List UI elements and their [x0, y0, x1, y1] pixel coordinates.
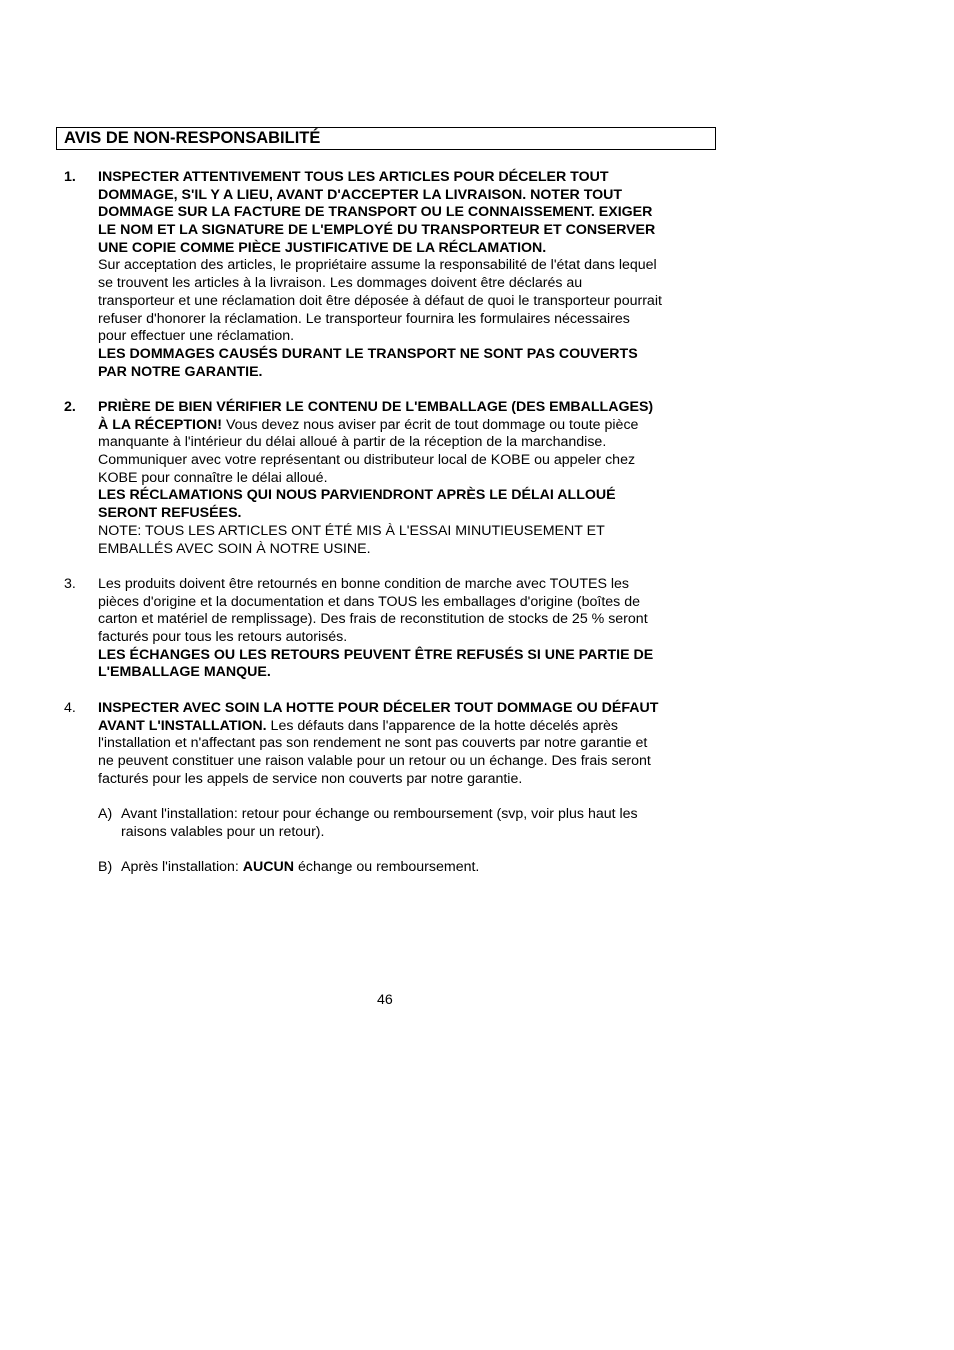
item-2-bold-line: PRIÈRE DE BIEN VÉRIFIER LE CONTENU DE L'EMBALLAGE (DES EMBALLAGES)	[98, 399, 654, 415]
section-title-box	[56, 127, 716, 150]
item-2-note-line: NOTE: TOUS LES ARTICLES ONT ÉTÉ MIS À L'ESSAI MINUTIEUSEMENT ET	[98, 522, 605, 539]
item-3-number: 3.	[64, 576, 76, 592]
item-3-text	[98, 576, 728, 682]
item-4-lead-rest: Les défauts dans l'apparence de la hotte décelés après	[266, 717, 618, 734]
item-3-warning-line: L'EMBALLAGE MANQUE.	[98, 664, 271, 681]
item-1-bold-line: DOMMAGE, S'IL Y A LIEU, AVANT D'ACCEPTER LA LIVRAISON. NOTER TOUT	[98, 186, 623, 203]
item-2-warning-line: LES RÉCLAMATIONS QUI NOUS PARVIENDRONT APRÈS LE DÉLAI ALLOUÉ	[98, 487, 616, 504]
page-number: 46	[377, 992, 393, 1008]
item-1-body-line: se trouvent les articles à la livraison. Les dommages doivent être déclarés au	[98, 275, 583, 292]
item-2-number: 2.	[64, 399, 76, 415]
item-3-body-line: pièces d'origine et la documentation et dans TOUS les emballages d'origine (boîtes de	[98, 593, 640, 610]
item-3-body-line: Les produits doivent être retournés en bonne condition de marche avec TOUTES les	[98, 576, 630, 592]
item-3-body-line: facturés pour tous les retours autorisés.	[98, 629, 348, 646]
item-3-warning-line: LES ÉCHANGES OU LES RETOURS PEUVENT ÊTRE REFUSÉS SI UNE PARTIE DE	[98, 646, 654, 663]
item-2-body-line: manquante à l'intérieur du délai alloué à partir de la réception de la marchandise.	[98, 434, 607, 451]
item-1-body-line: refuser d'honorer la réclamation. Le transporteur fournira les formulaires nécessaires	[98, 310, 630, 327]
item-2-body-line: Communiquer avec votre représentant ou distributeur local de KOBE ou appeler chez	[98, 452, 636, 469]
sub-item-b-bold: AUCUN	[242, 859, 295, 875]
sub-item-b-after: échange ou remboursement.	[294, 859, 480, 875]
sub-item-b-text	[121, 859, 479, 877]
item-2-text	[98, 399, 728, 558]
item-1-bold-line: LE NOM ET LA SIGNATURE DE L'EMPLOYÉ DU TRANSPORTEUR ET CONSERVER	[98, 222, 656, 239]
item-2-body-line: KOBE pour connaître le délai alloué.	[98, 469, 328, 486]
item-4-body-line: facturés pour les appels de service non couverts par notre garantie.	[98, 770, 523, 787]
item-4-bold-lead: AVANT L'INSTALLATION.	[98, 717, 267, 734]
item-1-number: 1.	[64, 169, 76, 185]
item-1-bold-line: INSPECTER ATTENTIVEMENT TOUS LES ARTICLES POUR DÉCELER TOUT	[98, 169, 609, 185]
item-1-body-line: Sur acceptation des articles, le propriétaire assume la responsabilité de l'état dans lequel	[98, 257, 657, 274]
item-1-warning-line: PAR NOTRE GARANTIE.	[98, 363, 263, 380]
item-2-note-line: EMBALLÉS AVEC SOIN À NOTRE USINE.	[98, 540, 371, 557]
item-1-body-line: transporteur et une réclamation doit être déposée à défaut de quoi le transporteur pourrait	[98, 292, 662, 309]
section-title: AVIS DE NON-RESPONSABILITÉ	[64, 129, 321, 147]
item-1-text	[98, 169, 728, 381]
item-1-bold-line: UNE COPIE COMME PIÈCE JUSTIFICATIVE DE LA RÉCLAMATION.	[98, 239, 547, 256]
item-4-text	[98, 700, 728, 788]
item-2-lead-rest: Vous devez nous aviser par écrit de tout dommage ou toute pièce	[222, 416, 639, 433]
item-1-bold-line: DOMMAGE SUR LA FACTURE DE TRANSPORT OU LE CONNAISSEMENT. EXIGER	[98, 204, 653, 221]
sub-item-a-line: Avant l'installation: retour pour échange ou remboursement (svp, voir plus haut les	[121, 806, 638, 822]
item-1-body-line: pour effectuer une réclamation.	[98, 328, 295, 345]
item-3-body-line: carton et matériel de remplissage). Des frais de reconstitution de stocks de 25 % seront	[98, 611, 648, 628]
sub-item-b-label: B)	[98, 859, 113, 875]
sub-item-a-label: A)	[98, 806, 113, 822]
item-4-bold-line: INSPECTER AVEC SOIN LA HOTTE POUR DÉCELER TOUT DOMMAGE OU DÉFAUT	[98, 700, 659, 716]
item-1-warning-line: LES DOMMAGES CAUSÉS DURANT LE TRANSPORT NE SONT PAS COUVERTS	[98, 345, 638, 362]
sub-item-b-before: Après l'installation:	[121, 859, 243, 875]
item-4-body-line: l'installation et n'affectant pas son rendement ne sont pas couverts par notre garantie et	[98, 735, 648, 752]
item-2-bold-lead: À LA RÉCEPTION!	[98, 416, 223, 433]
sub-item-a-line: raisons valables pour un retour).	[121, 823, 325, 840]
item-4-number: 4.	[64, 700, 76, 716]
item-4-body-line: ne peuvent constituer une raison valable pour un retour ou un échange. Des frais seront	[98, 753, 651, 770]
item-2-warning-line: SERONT REFUSÉES.	[98, 505, 242, 522]
